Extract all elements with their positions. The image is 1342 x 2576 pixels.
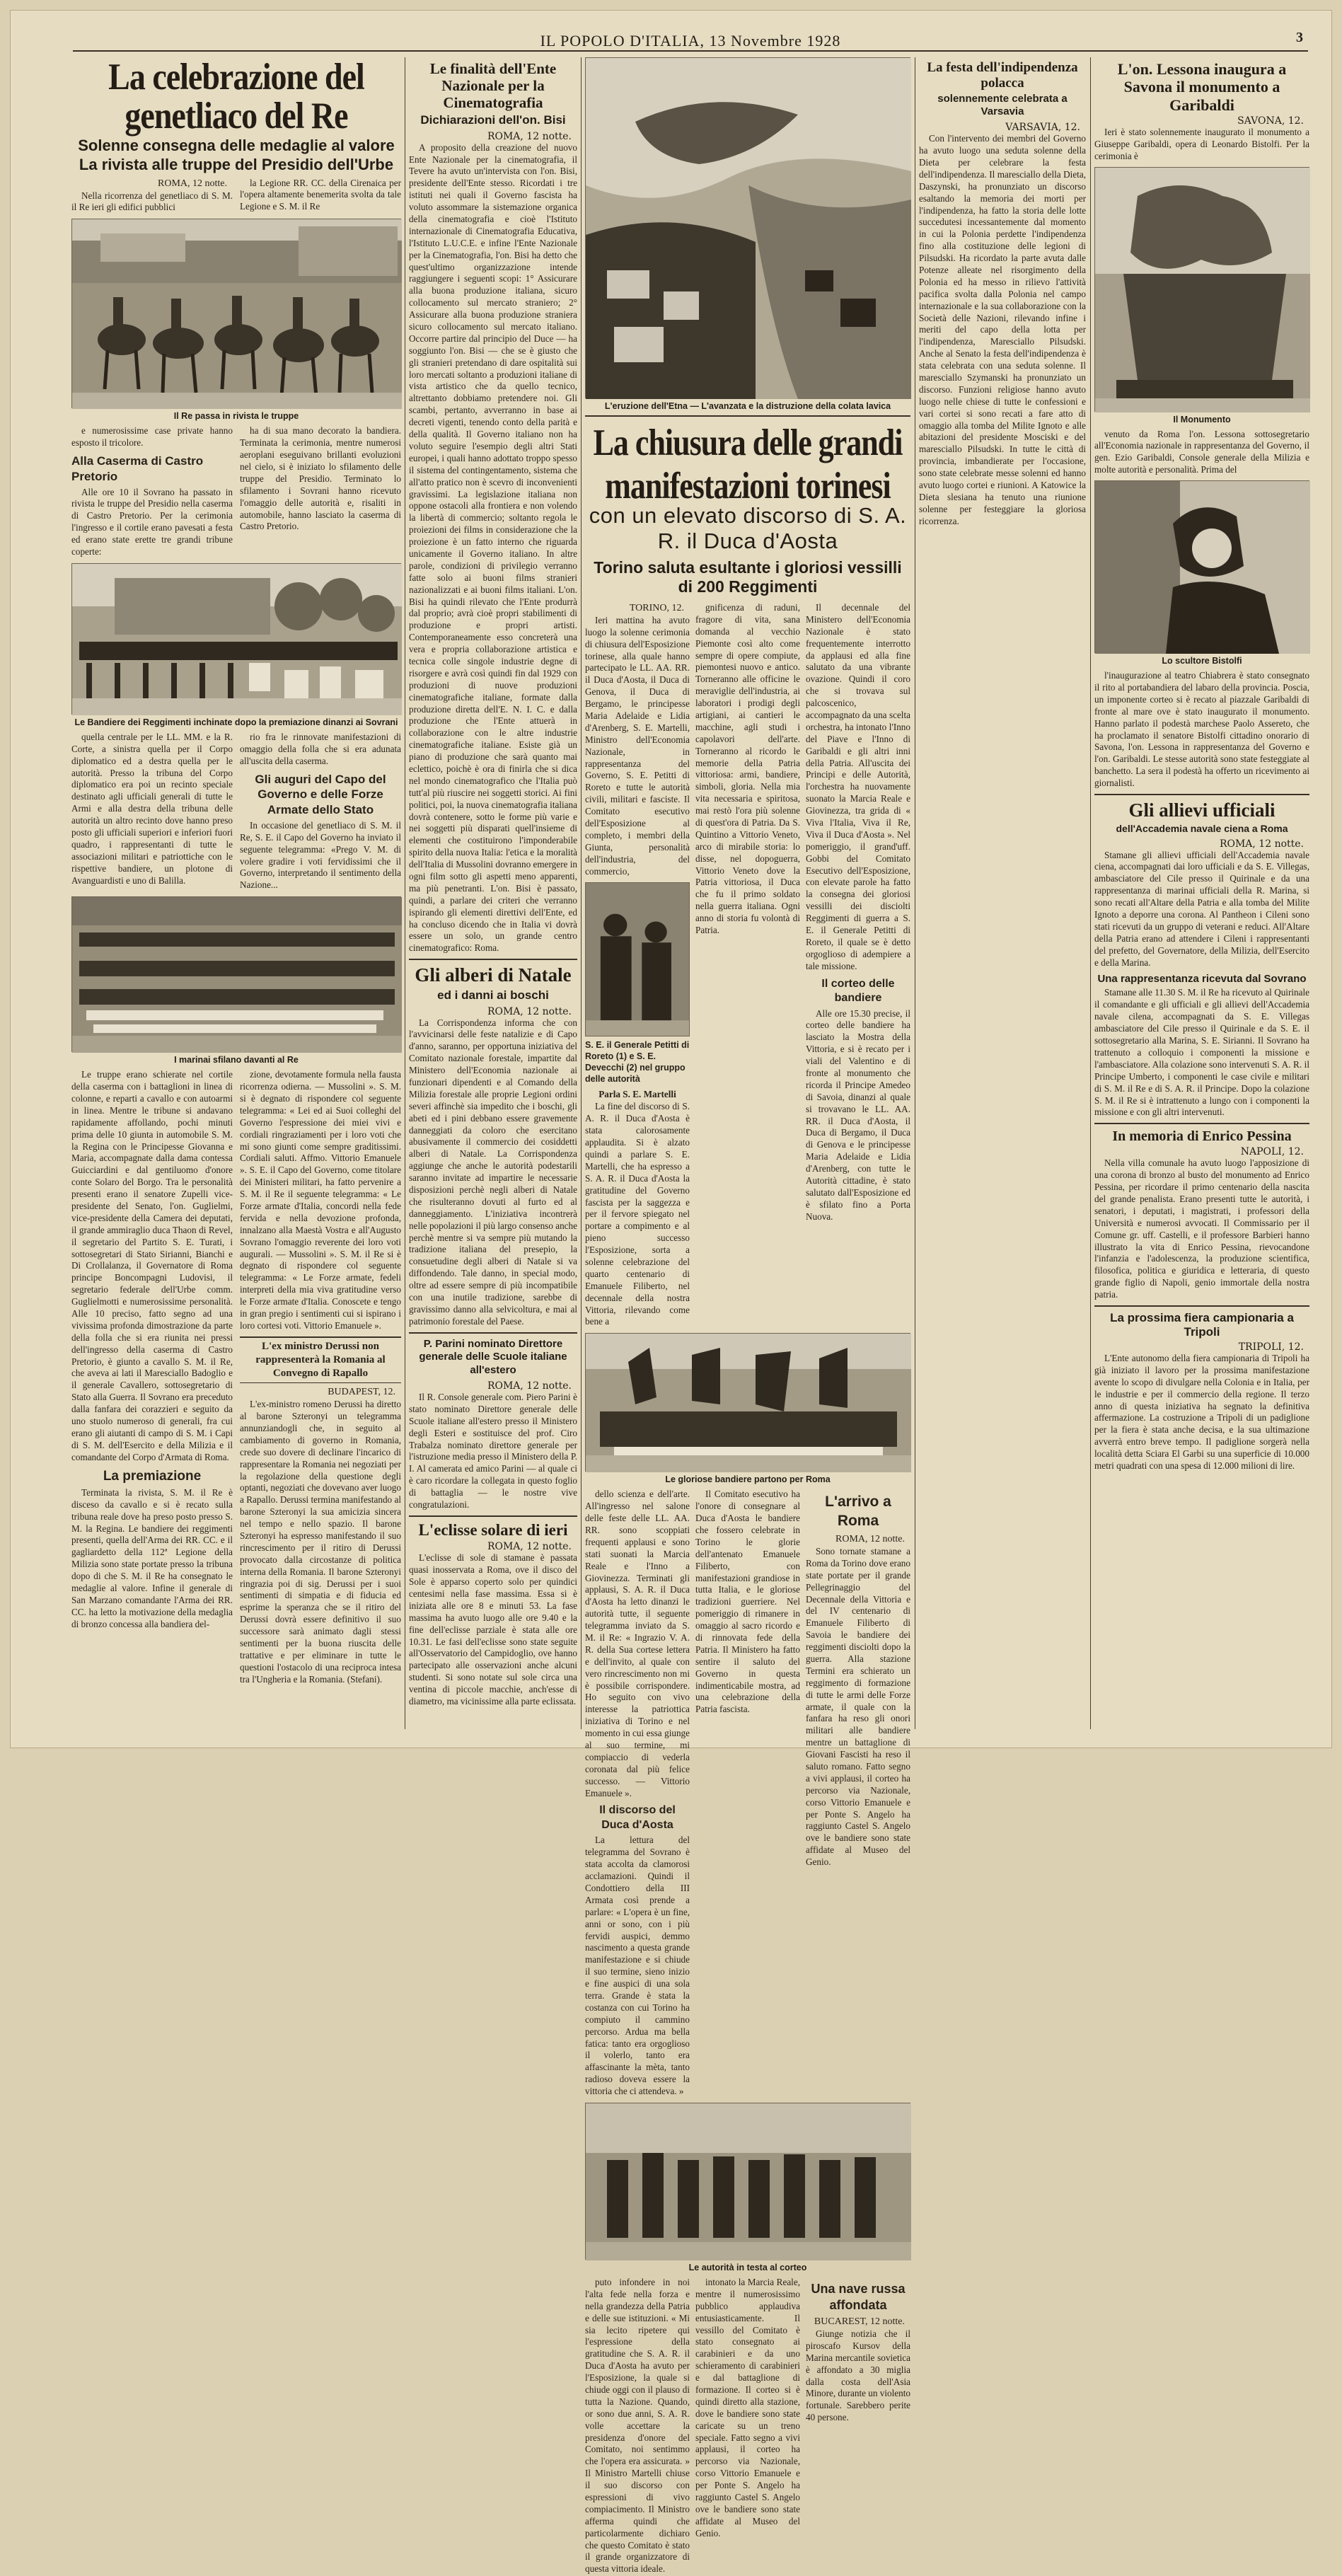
article-body bbox=[71, 425, 401, 559]
paragraph: Giunge notizia che il piroscafo Kursov della Marina mercantile sovietica è affondato a 30 miglia dalla costa dell'Asia Minore, durante un violento fortunale. Sarebbero perite 40 persone. bbox=[806, 2328, 910, 2423]
divider bbox=[1094, 1305, 1309, 1307]
paragraph: Nella ricorrenza del genetliaco di S. M. il Re ieri gli edifici pubblici bbox=[71, 190, 233, 213]
article-body bbox=[409, 142, 577, 955]
photo-etna-eruption bbox=[585, 57, 910, 398]
photo-caption: Le autorità in testa al corteo bbox=[688, 2263, 807, 2272]
paragraph: l'inaugurazione al teatro Chiabrera è stato consegnato il rito al portabandiera del labaro della provincia. Poscia, un imponente corteo si è recato al piazzale Garibaldi di fronte al mare ove è stato inaugurato il monumento. Hanno parlato il podestà marchese Paolo Assereto, che ha proclamato il senatore Bistolfi cittadino onorario di Savona, l'on. Lessona in rappresentanza del Governo e l'on. Garibaldi. Le stesse autorità sono state festeggiate al banchetto. La sera il podestà ha offerto un ricevimento ai giornalisti. bbox=[1094, 670, 1309, 789]
paragraph: Parla S. E. Martelli bbox=[598, 1088, 676, 1099]
article-body bbox=[409, 1392, 577, 1511]
subheadline: ed i danni ai boschi bbox=[437, 988, 549, 1003]
photo-flags-bowed bbox=[71, 563, 401, 715]
paragraph: ha di sua mano decorato la bandiera. Terminata la cerimonia, mentre numerosi aeroplani eseguivano brillanti evoluzioni nel cielo, si è iniziato lo sfilamento delle truppe del Presidio. Terminato lo sfilamento i Sovrani hanno ricevuto l'omaggio delle autorità e, risaliti in automobile, hanno lasciato la caserma di Castro Pretorio. bbox=[240, 425, 401, 532]
paragraph: puto infondere in noi l'alta fede nella forza e nella grandezza della Patria e delle sue istituzioni. « Mi sia lecito ripetere qui l'espressione della gratitudine che S. A. R. il Duca d'Aosta ha avuto per l'Esposizione, la quale si chiude oggi con il plauso di tutta la Nazione. Quando, or sono due anni, S. A. R. volle accettare la presidenza d'onore del Comitato, noi sentimmo che l'opera era assicurata. » Il Ministro Martelli chiuse il suo discorso con espressioni di vivo compiacimento. Il Ministro afferma quindi che particolarmente dichiaro che questo Comitato è stato il grande organizzatore di questa vittoria ideale. bbox=[585, 2277, 690, 2575]
paragraph: Ieri mattina ha avuto luogo la solenne cerimonia di chiusura dell'Esposizione torinese, alla quale hanno partecipato le LL. AA. RR. il Duca d'Aosta, il Duca di Genova, il Duca di Bergamo, le principesse Maria Adelaide e Lidia d'Arenberg, S. E. Martelli, Ministro dell'Economia Nazionale, in rappresentanza del Governo, S. E. Petitti di Roreto e tutte le autorità civili, militari e fasciste. Il Comitato esecutivo dell'Esposizione al completo, i membri della Giunta, personalità dell'industria, del commercio, bbox=[585, 614, 690, 877]
dateline: TORINO, 12. bbox=[629, 603, 684, 613]
paragraph: zione, devotamente formula nella fausta ricorrenza odierna. — Mussolini ». S. M. si è degnato di rispondere col seguente telegramma: « Lei ed ai Suoi colleghi del Governo l'espressione dei miei vivi e cordiali ringraziamenti per i loro voti che mi sono giunti come sempre graditissimi. Cordiali saluti. Affmo. Vittorio Emanuele ». S. E. il Capo del Governo, come titolare dei Ministeri militari, ha fatto pervenire a S. M. il Re il seguente telegramma: « Le Forze armate d'Italia, concordi nella fede fervida e nella devozione profonda, innalzano alla Maestà Vostra e all'Augusto Sovrano l'omaggio reverente dei loro voti augurali. — Mussolini ». S. M. il Re si è degnato di rispondere col seguente telegramma: « Le Forze armate, fedeli interpreti della mia viva gratitudine verso le Forze armate d'Italia. Conoscete e tengo in gran pregio i sentimenti cui si ispirano i loro cortesi voti. Vittorio Emanuele ». bbox=[240, 1069, 401, 1331]
paragraph: La lettura del telegramma del Sovrano è stata accolta da clamorosi acclamazioni. Quindi il Condottiero della III Armata così prende a parlare: « L'opera è un fine, anni or sono, con i più fervidi auspici, demmo nascimento a questa grande manifestazione e si chiude il suo termine, sieno inizio e fine auspici di una sola terra. Grande è stata la costanza con cui Torino ha compiuto il cammino percorso. Ardua ma bella fatica: tanto era orgoglioso il volerlo, tanto era affascinante la mèta, tanto radioso doveva essere la vittoria che ci attendeva. » bbox=[585, 1835, 690, 2097]
photo-authorities bbox=[585, 2103, 910, 2260]
article-body bbox=[1094, 429, 1309, 477]
dateline: ROMA, 12 notte. bbox=[487, 130, 572, 142]
paragraph: Alle ore 10 il Sovrano ha passato in rivista le truppe del Presidio nella caserma di Castro Pretorio. Per la cerimonia l'ingresso e il cortile erano pavesati a festa ed erano state erette tre grandi tribune coperte: bbox=[71, 486, 233, 558]
article-body bbox=[585, 602, 910, 1329]
paragraph: venuto da Roma l'on. Lessona sottosegretario all'Economia nazionale in rappresentanza del Governo, il gen. Ezio Garibaldi, Console generale della Milizia e molte autorità e personalità. Prima del bbox=[1094, 428, 1309, 475]
paragraph: L'eclisse di sole di stamane è passata quasi inosservata a Roma, ove il disco del Sole è apparso coperto solo per quindici centesimi nella fase massima. Essa si è iniziata alle ore 8 e minuti 53. La fase massima ha avuto luogo alle ore 9.40 e la fine dell'eclisse parziale è stata alle ore 10.31. Le fasi dell'eclisse sono state seguite all'Osservatorio del Campidoglio, ove hanno partecipato alle osservazioni anche alcuni studenti. Si sono notate sul sole circa una ventina di piccole macchie, anch'esse di diametro, ma vicinissime alla parte eclissata. bbox=[409, 1552, 577, 1706]
article-body bbox=[409, 1017, 577, 1328]
photo-caption: Il Re passa in rivista le truppe bbox=[173, 411, 299, 422]
paragraph: Stamane alle 11.30 S. M. il Re ha ricevuto al Quirinale il comandante e gli ufficiali e gli allievi dell'Accademia navale cilena, accompagnati da S. E. Villegas ambasciatore del Cile presso il Quirinale e da S. E. il sottosegretario alla Marina, S. E. Sirianni. Il Sovrano ha trattenuto a colloquio i componenti la missione e l'ambasciatore. Alla colazione sono intervenuti S. A. R. il Principe Umberto, i componenti le case civile e militari di S. M. il Re e di S. A. R. il Principe. Dopo la colazione S. M. il Re si è intrattenuto a lungo con i componenti la missione e con gli altri intervenuti. bbox=[1094, 987, 1309, 1118]
newspaper-page bbox=[10, 10, 1332, 2575]
headline-poland: La festa dell'indipendenza polacca bbox=[927, 60, 1078, 91]
dateline: SAVONA, 12. bbox=[1237, 115, 1304, 127]
subheadline: con un elevato discorso di S. A. R. il Duca d'Aosta bbox=[589, 503, 907, 553]
photo-flags-march bbox=[585, 1333, 910, 1472]
headline-parini: P. Parini nominato Direttore generale delle Scuole italiane all'estero bbox=[419, 1337, 567, 1377]
paragraph: Terminata la rivista, S. M. il Re è disceso da cavallo e si è recato sulla tribuna reale dove ha preso posto presso S. M. la Regina. Le bandiere dei reggimenti presenti, quella dell'Arma dei RR. CC. e il gagliardetto della 112ª Legione della Milizia sono state portate presso la tribuna dopo di che S. M. il Re ha consegnato le medaglie al valore. Infine il generale di San Marzano comandante l'Arma dei RR. CC. ha letto la motivazione della medaglia di bronzo concessa alla bandiera del- bbox=[71, 1486, 233, 1629]
article-body bbox=[1094, 670, 1309, 790]
paragraph: In occasione del genetliaco di S. M. il Re, S. E. il Capo del Governo ha inviato il seguente telegramma: «Prego V. M. di volere gradire i voti fervidissimi che il Governo, interpretando il sentimento della Nazione... bbox=[240, 819, 401, 891]
article-body bbox=[1094, 850, 1309, 969]
divider bbox=[585, 415, 910, 417]
dateline: BUCAREST, 12 notte. bbox=[814, 2316, 905, 2328]
photo-monument bbox=[1094, 167, 1309, 412]
divider bbox=[409, 1515, 577, 1517]
section-heading: La premiazione bbox=[103, 1468, 202, 1484]
column-poland bbox=[919, 57, 1086, 526]
dateline: ROMA, 12 notte. bbox=[158, 178, 227, 189]
column-savona bbox=[1094, 57, 1309, 1729]
paragraph: la Legione RR. CC. della Cirenaica per l'opera altamente benemerita svolta da tale Legione e S. M. il Re bbox=[240, 177, 401, 212]
paragraph: Alle ore 15.30 precise, il corteo delle bandiere ha lasciato la Mostra della Vittoria, e si è recato per i viali del Valentino e di fronte al monumento che ricorda il Principe Amedeo di Savoia, dinanzi al quale si trovavano le LL. AA. RR. il Duca d'Aosta, il Duca di Bergamo, il Duca di Genova e le principesse Maria Adelaide e Lidia d'Arenberg, con tutte le Autorità cittadine, è stato salutato dall'Esposizione ed è sfilato fino a Porta Nuova. bbox=[806, 1007, 910, 1222]
divider bbox=[1094, 1123, 1309, 1124]
paragraph: Le truppe erano schierate nel cortile della caserma con i battaglioni in linea di colonne, e reparti a cavallo e con autoarmi in linea. Mentre le tribune si andavano rapidamente affollando, pochi minuti prima delle 10 giunta in automobile S. M. la Regina con le Principesse Giovanna e Maria, accompagnate dalla dama contessa Guicciardini e dal gentiluomo d'onore conte Solaro del Borgo. Tra le personalità presenti erano il senatore Zupelli vice-presidente del Senato, l'on. Guglielmi, vice-presidente della Camera dei deputati, il grande ammiraglio duca Thaon di Revel, il segretario del Partito S. E. Turati, i sottosegretari di Stato Sirianni, Bianchi e Di Crollalanza, il Governatore di Roma principe Boncompagni Ludovisi, il segretario federale dell'Urbe comm. Guglielmotti e numerosissime personalità. Alle 10 preciso, fatto segno ad una vivissima profonda dimostrazione da parte della folla che si era riunita nei pressi dell'ingresso della caserma di Castro Pretorio, è giunto a cavallo S. M. il Re, che aveva ai lati il Maresciallo Badoglio e il generale Cavallero, sottosegretario di Stato alla Guerra. Il Sovrano era preceduto dalla fanfara dei corazzieri e seguito da uno stuolo numeroso di generali, fra cui erano gli aiutanti di campo di S. M. i Capi di S. M. dell'Esercito e della Milizia e il comandante del Corpo d'Armata di Roma. bbox=[71, 1069, 233, 1462]
article-body bbox=[919, 133, 1086, 527]
paragraph: gnificenza di raduni, fragore di vita, sana domanda al vecchio Piemonte così alto come sempre di opere compiute, piemontesi nuovo e antico. Torneranno alle officine le meraviglie dell'industria, ai laboratori i prodigi degli artigiani, ai cantieri le macchine, agli studi i capolavori dell'arte. Torneranno al ricordo le memorie della Patria vittoriosa: armi, bandiere, simboli, gloria. Nella mia vita necessaria e spiritosa, mai restò l'ora più solenne di quest'ora di Patria. Da S. Quintino a Vittorio Veneto, arco di mirabile storia: lo disse, nel dopoguerra, Vittorio Veneto dove la Patria vittoriosa, il Duca che fu il primo soldato nella guerra italiana. Ogni anno di storia fu volontà di Patria. bbox=[695, 602, 800, 936]
article-body bbox=[71, 732, 401, 892]
paragraph: Con l'intervento dei membri del Governo ha avuto luogo una seduta solenne della Dieta per celebrare la festa dell'indipendenza. Il maresciallo della Dieta, Daszynski, ha pronunziato un discorso esaltando la memoria dei morti per l'indipendenza, ha fatto la storia delle lotte succedutesi incessantemente dal momento in cui la Polonia perdette l'indipendenza fino alla costituzione delle legioni di Pilsudski. Ha ricordato la parte avuta dalle Potenze alleate nel risorgimento della Polonia ed ha messo in rilievo l'attività pacifica svolta dalla Polonia nel campo internazionale e la sua collaborazione con la Società delle Nazioni, rilevando infine i meriti del capo della lotta per l'indipendenza, Maresciallo Pilsudski. Anche al Senato la festa dell'indipendenza è stata celebrata con una seduta solenne. Il maresciallo Szymanski ha pronunziato un discorso. Funzioni religiose hanno avuto luogo nelle chiese di tutte le confessioni e vari cortei si sono recati a fare atto di omaggio alla tomba del Milite Ignoto e alle abitazioni del presidente Mosciski e del maresciallo Pilsudski. In tutte le città di provincia, imbandierate per l'occasione, sono state celebrate messe solenni ed hanno avuto luogo cortei e riunioni. A Katowice la Dieta slesiana ha tenuto una riunione solenne per festeggiare la gloriosa ricorrenza. bbox=[919, 133, 1086, 526]
paragraph: Ieri è stato solennemente inaugurato il monumento a Giuseppe Garibaldi, opera di Leonardo Bistolfi. Per la cerimonia è bbox=[1094, 126, 1309, 161]
photo-sailors-parade bbox=[71, 896, 401, 1052]
paragraph: L'ex-ministro romeno Derussi ha diretto al barone Szteronyi un telegramma annunziandogli che, in seguito al cambiamento di governo in Romania, crede suo dovere di declinare l'incarico di rappresentare la Romania nei negoziati per la regolazione della questione degli optanti, negoziati che dovevano aver luogo a Rapallo. Derussi termina manifestando al barone Szteronyi la sua amicizia sincera nel tempo e nello spazio. Il barone Szteronyi ha espresso manifestando il suo rincrescimento per il ritiro di Derussi provocato dalla circostanze di politica interna della Romania. Il barone Szteronyi ringrazia poi di sig. Derussi per i suoi sentimenti di simpatia e di fiducia ed esprime la speranza che se il ritiro del Derussi dovrà essere definitivo il suo successore sarà animato dagli stessi sentimenti per la buona riuscita delle trattative e per eliminare in tutte le questioni l'ostacolo di una reciproca intesa tra l'Ungheria e la Romania. (Stefani). bbox=[240, 1399, 401, 1685]
section-heading: Una nave russa affondata bbox=[811, 2282, 906, 2313]
article-body bbox=[1094, 987, 1309, 1119]
article-body bbox=[585, 2277, 910, 2576]
subheadline: Solenne consegna delle medaglie al valore bbox=[78, 136, 395, 154]
photo-caption: I marinai sfilano davanti al Re bbox=[174, 1055, 299, 1065]
divider bbox=[409, 959, 577, 960]
paragraph: intonato la Marcia Reale, mentre il numerosissimo pubblico applaudiva entusiasticamente. Il vessillo del Comitato è stato consegnato ai carabinieri e da uno schieramento di carabinieri e dal battaglione di formazione. Il corteo si è quindi diretto alla stazione, dove le bandiere sono state caricate su un treno speciale. Fatto segno a vivi applausi, il corteo ha percorso via Nazionale, corso Vittorio Emanuele e per Ponte S. Angelo ha raggiunto Castel S. Angelo ove le bandiere sono state affidate al Museo del Genio. bbox=[695, 2277, 800, 2539]
paragraph: Il decennale del Ministero dell'Economia Nazionale è stato frequentemente interrotto da applausi ed alla fine salutato da una vibrante ovazione. Quindi il coro che si trovava sul palcoscenico, accompagnato da una scelta orchestra, ha intonato l'Inno del Piave e l'Inno di Garibaldi e gli altri inni della Patria. All'uscita dei Principi e delle Autorità, l'orchestra ha nuovamente suonato la Marcia Reale e Giovinezza, tra grida di « Viva l'Italia, Viva il Re, Viva il Duca d'Aosta ». Nel pomeriggio, il grand'uff. Gobbi del Comitato Esecutivo dell'Esposizione, con elevate parole ha fatto la consegna dei gloriosi vessilli dei disciolti Reggimenti di guerra a S. E. il Generale Petitti di Roreto, il quale se è detto orgoglioso di adempiere a tale missione. bbox=[806, 602, 910, 971]
column-rule bbox=[581, 57, 582, 1729]
divider bbox=[409, 1332, 577, 1334]
dateline: NAPOLI, 12. bbox=[1240, 1146, 1304, 1158]
divider bbox=[1094, 794, 1309, 795]
headline-allievi: Gli allievi ufficiali bbox=[1128, 799, 1276, 821]
dateline: ROMA, 12 notte. bbox=[487, 1380, 572, 1392]
dateline: TRIPOLI, 12. bbox=[1238, 1341, 1304, 1353]
page-folio bbox=[73, 26, 1308, 52]
paragraph: L'Ente autonomo della fiera campionaria di Tripoli ha già iniziato il lavoro per la prossima manifestazione avente lo scopo di divulgare nella Colonia e in Italia, per le industrie e per il commercio della regione. Il terzo anno di questa iniziativa ha segnato la definitiva affermazione. La costruzione a Tripoli di un padiglione per la fiera è stata anche decisa, e la sua ultimazione avverrà entro breve tempo. Il padiglione sorgerà nella località detta Sciara El Garbi su una superficie di 10.000 metri quadrati con una spesa di 12.000 milioni di lire. bbox=[1094, 1352, 1309, 1471]
paragraph: Il R. Console generale com. Piero Parini è stato nominato Direttore generale delle Scuole italiane all'estero presso il Ministero degli Esteri e sostituisce del prof. Ciro Trabalza nominato direttore generale per l'istruzione media presso il Ministero della P. I. Al camerata ed amico Parini — al quale ci è caro ricordare la collegata in questo foglio di battaglia — le nostre vive congratulazioni. bbox=[409, 1391, 577, 1510]
section-heading: Alla Caserma di Castro Pretorio bbox=[71, 454, 204, 483]
dateline: ROMA, 12 notte. bbox=[835, 1534, 905, 1545]
article-body bbox=[585, 1489, 910, 2098]
paragraph: Stamane gli allievi ufficiali dell'Accademia navale ciena, accompagnati dai loro ufficiali e da S. E. Villegas, ambasciatore del Cile presso il Quirinale e da una rappresentanza di marinai ufficiali della R. Marina, si sono recati all'Altare della Patria e alla tomba del Milite Ignoto a deporre una corona. Al Pantheon i Cileni sono stati ricevuti da un gruppo di veterani e reduci. All'Altare della Patria erano ad attendere i Cileni i rappresentanti del prefetto, del Governatore, della Milizia, dell'Esercito e della Marina. bbox=[1094, 849, 1309, 968]
photo-caption: L'eruzione dell'Etna — L'avanzata e la distruzione della colata lavica bbox=[604, 401, 891, 411]
article-body bbox=[409, 1552, 577, 1708]
headline-savona: L'on. Lessona inaugura a Savona il monumento a Garibaldi bbox=[1117, 60, 1287, 114]
section-heading: L'arrivo a Roma bbox=[825, 1494, 891, 1530]
paragraph: quella centrale per le LL. MM. e la R. Corte, a sinistra quella per il Corpo diplomatico ed a destra quella per le autorità. Presso la tribuna del Corpo diplomatico era poi un recinto speciale destinato agli ufficiali generali di tutte le Armi e alla destra della tribuna delle autorità un altro recinto dove hanno preso posto gli ufficiali superiori e inferiori fuori quadro, i rappresentanti di tutte le associazioni militari e patriottiche con le rispettive bandiere, un plotone di Avanguardisti e uno di Balilla. bbox=[71, 731, 233, 886]
subheadline: dell'Accademia navale ciena a Roma bbox=[1116, 823, 1288, 835]
subheadline: Dichiarazioni dell'on. Bisi bbox=[420, 113, 566, 127]
subheadline: Torino saluta esultante i gloriosi vessilli di 200 Reggimenti bbox=[594, 558, 902, 596]
paragraph: Nella villa comunale ha avuto luogo l'apposizione di una corona di bronzo al busto del monumento ad Enrico Pessina, per ricordare il primo centenario della nascita del grande penalista. Erano presenti tutte le autorità, i senatori, i deputati, i magistrati, i professori della Università e numerosi avvocati. Il Commissario per il Comune gr. uff. Castelli, e il professore Barbieri hanno illustrato la vita di Enrico Pessina, rievocandone l'infanzia e l'adolescenza, la produzione scientifica, filosofica, politica e giuridica e letteraria, di questo grande figlio di Napoli, genio immortale della nostra patria. bbox=[1094, 1157, 1309, 1300]
photo-caption: Le gloriose bandiere partono per Roma bbox=[665, 1474, 831, 1485]
column-turin bbox=[585, 57, 910, 2575]
article-body bbox=[71, 178, 401, 215]
column-royal-birthday bbox=[71, 57, 401, 1729]
photo-caption: S. E. il Generale Petitti di Roreto (1) e S. E. Devecchi (2) nel gruppo delle autorità bbox=[585, 1039, 690, 1084]
paragraph: Sono tornate stamane a Roma da Torino dove erano state portate per il grande Pellegrinaggio del Decennale della Vittoria e del IV centenario di Emanuele Filiberto di Savoia le bandiere dei reggimenti disciolti dopo la guerra. Alla stazione Termini era schierato un reggimento di formazione di tutte le armi delle Forze armate, il quale con la fanfara ha reso gli onori militari alle bandiere mentre un battaglione di Giovani Fascisti ha reso il saluto romano. Fatto segno a vivi applausi, il corteo ha percorso via Nazionale, corso Vittorio Emanuele e per Ponte S. Angelo ha raggiunto Castel S. Angelo ove le bandiere sono state affidate al Museo del Genio. bbox=[806, 1545, 910, 1868]
photo-caption: Il Monumento bbox=[1173, 414, 1231, 424]
headline-natale: Gli alberi di Natale bbox=[415, 964, 572, 986]
subheadline: solennemente celebrata a Varsavia bbox=[937, 92, 1068, 118]
paragraph: La Corrispondenza informa che con l'avvicinarsi delle feste natalizie e di Capo d'anno, saranno, per opportuna iniziativa del Comitato nazionale forestale, impartite dal Ministero dell'Economia nazionale ai funzionari dipendenti e al Comando della Milizia forestale alle proprie Legioni ordini severi affinchè sia impedito che i boschi, gli abeti ed i pini debbano essere gravemente danneggiati da coloro che esercitano abusivamente il commercio dei cosiddetti alberi di Natale. La Corrispondenza aggiunge che anche le autorità podestarili saranno invitate ad impartire le necessarie disposizioni perchè negli alberi di Natale che risulteranno dovuti al furto ed al danneggiamento. L'iniziativa incontrerà nelle popolazioni il più largo consenso anche perchè mentre si va sempre più mutando la tradizione italiana del presepio, la consuetudine degli alberi di Natale si va diffondendo. Tale danno, in special modo, oltre ad essere sempre di più incompatibile con una inutile tradizione, sarebbe di gravissimo danno alla selvicoltura, e mai al patrimonio forestale del Paese. bbox=[409, 1017, 577, 1327]
headline-fiera: La prossima fiera campionaria a Tripoli bbox=[1110, 1310, 1294, 1339]
headline-pessina: In memoria di Enrico Pessina bbox=[1112, 1128, 1292, 1145]
section-heading: Il corteo delle bandiere bbox=[821, 977, 895, 1005]
paragraph: e numerosissime case private hanno esposto il tricolore. bbox=[71, 425, 233, 449]
dateline: BUDAPEST, 12. bbox=[328, 1387, 395, 1398]
article-body bbox=[1094, 1353, 1309, 1472]
subheadline: La rivista alle truppe del Presidio dell'Urbe bbox=[79, 156, 394, 174]
photo-petitti bbox=[585, 882, 690, 1036]
dateline: ROMA, 12 notte. bbox=[1219, 838, 1304, 850]
section-heading: Il discorso del Duca d'Aosta bbox=[599, 1804, 676, 1831]
column-rule bbox=[1090, 57, 1091, 1729]
article-body bbox=[71, 1069, 401, 1686]
page-number: 3 bbox=[1296, 30, 1304, 45]
section-heading: L'ex ministro Derussi non rappresenterà la Romania al Convegno di Rapallo bbox=[240, 1336, 401, 1384]
paragraph: La fine del discorso di S. A. R. il Duca d'Aosta è stata calorosamente applaudita. Si è alzato quindi a parlare S. E. Martelli, che ha espresso a S. A. R. il Duca d'Aosta la gratitudine del Governo fascista per la saggezza e per il fervore spiegato nel portare a compimento e al pieno successo l'Esposizione, sorta a solenne celebrazione del quarto centenario di Emanuele Filiberto, nel decennale della nostra Vittoria, rilevando come bene a bbox=[585, 1101, 690, 1327]
photo-bistolfi bbox=[1094, 480, 1309, 653]
photo-caption: Lo scultore Bistolfi bbox=[1162, 656, 1242, 666]
column-cinema bbox=[409, 57, 577, 1729]
headline-eclisse: L'eclisse solare di ieri bbox=[418, 1520, 568, 1539]
headline-cinema: Le finalità dell'Ente Nazionale per la Cinematografia bbox=[429, 60, 557, 112]
paragraph: dello scienza e dell'arte. All'ingresso nel salone delle feste delle LL. AA. RR. sono scoppiati frequenti applausi e sono stati suonati la Marcia Reale e l'Inno a Giovinezza. Terminati gli applausi, S. A. R. il Duca d'Aosta ha letto dinanzi le autorità tutte, il seguente telegramma inviato da S. M. il Re: « Ingrazio V. A. R. della Sua cortese lettera e dell'invito, al quale con vero rincrescimento non mi è possibile corrispondere. Ho seguito con vivo interesse la patriottica iniziativa di Torino e nel momento in cui essa giunge al suo termine, mi compiaccio di vederla coronata dal più felice successo. — Vittorio Emanuele ». bbox=[585, 1489, 690, 1798]
paragraph: rio fra le rinnovate manifestazioni di omaggio della folla che si era adunata all'uscita della caserma. bbox=[240, 731, 401, 766]
headline-genetliaco: La celebrazione del genetliaco del Re bbox=[108, 55, 364, 137]
photo-caption: Le Bandiere dei Reggimenti inchinate dopo la premiazione dinanzi ai Sovrani bbox=[74, 717, 398, 727]
dateline: ROMA, 12 notte. bbox=[487, 1541, 572, 1553]
dateline: ROMA, 12 notte. bbox=[487, 1005, 572, 1017]
paragraph: Il Comitato esecutivo ha l'onore di consegnare al Duca d'Aosta le bandiere che fossero celebrate in Torino le glorie dell'antenato Emanuele Filiberto, con manifestazioni grandiose in tutta Italia, e le gloriose tradizioni guerriere. Nel pomeriggio di rimanere in omaggio al sacro ricordo e di rinnovata fede della Patria. Il Ministero ha fatto sentire il saluto del Governo in questa indimenticabile mostra, ad una celebrazione della Patria fascista. bbox=[695, 1489, 800, 1715]
section-heading: Una rappresentanza ricevuta dal Sovrano bbox=[1097, 973, 1307, 986]
headline-turin: La chiusura delle grandi manifestazioni torinesi bbox=[593, 422, 903, 507]
masthead: IL POPOLO D'ITALIA, 13 Novembre 1928 bbox=[540, 32, 841, 50]
paragraph: A proposito della creazione del nuovo Ente Nazionale per la cinematografia, il Tevere ha avuto un'intervista con l'on. Bisi, presidente dell'Ente stesso. Ricordati i tre istituti nei quali il Governo fascista ha voluto assommare la sistemazione organica della cinematografia e cioè l'Istituto internazionale di Cinematografia Educativa, l'Istituto L.U.C.E. e infine l'Ente Nazionale per la Cinematografia, l'on. Bisi ha detto che quest'ultimo organizzazione intende raggiungere i seguenti scopi: 1° Assicurare alla buona produzione italiana, sicuro collocamento sul mercato straniero; 2° Assicurare alla buona produzione straniera sicuro collocamento sul mercato italiano. Occorre partire dal principio del Duce — ha soggiunto l'on. Bisi — che se è giusto che gli stranieri pretendano di dare ospitalità sui loro mercati soltanto a produzioni italiane di vista artistico che da quello tecnico, altrettanto dobbiamo pretendere noi. Gli scambi, pertanto, avverranno in base ai decreti vigenti, tenendo conto della parità e della qualità. Il Governo italiano non ha voluto seguire l'esempio degli altri Stati europei, i quali hanno adottato troppo spesso il sistema del contingentamento, sistema che all'atto pratico non è scevro di inconvenienti gravissimi. La legislazione italiana non oppone ostacoli alla frontiera e non volendo la libertà di commercio; soltanto regola le proiezioni dei films in considerazione che la proiezione è un fatto interno che riguarda unicamente il Governo italiano. In altre parole, condizioni di privilegio verranno fatte solo ai buoni films stranieri nazionalizzati e ai buoni films italiani. L'on. Bisi ha quindi rilevato che l'Ente produrrà dal proprio; avrà cioè propri stabilimenti di produzione e propri artisti. Contemporaneamente esso concreterà una vera e propria collaborazione artistica e tecnica colle singole industrie degne di risorgere e avrà così quindi fin dal 1929 con produzioni di nuove produzioni cinematografiche italiane, formate dalla produzione diretta dell'E. N. I. C. e dalla produzione che l'Ente attuerà in collaborazione con le altre industrie cinematografiche italiane. Esiste già un piano di produzione che sarà quanto mai eclettico, poichè è ora di finirla che si dica nel mondo cinematografico che l'Italia può tutt'al più riuscire nei soggetti storici. Ai fini politici, poi, la nuova cinematografia italiana dovrà contenere, sotto le forme più varie e nei soggetti più disparati quell'insieme di elementi che costituirono l'imponderabile spirito della nuova Italia: l'etica e la moralità dell'Italia di Mussolini dovranno emergere in ogni film sotto gli aspetti meno apparenti, ma più penetranti. L'on. Bisi è passato, quindi, a parlare dei criteri che verranno ispirando gli elementi direttivi dell'Ente, ed ha concluso dicendo che in Italia vi dovrà essere un solo, un grande centro cinematografico: Roma. bbox=[409, 141, 577, 954]
article-body bbox=[1094, 1157, 1309, 1301]
article-body bbox=[1094, 127, 1309, 163]
section-heading: Gli auguri del Capo del Governo e delle Forze Armate dello Stato bbox=[255, 772, 386, 817]
photo-king-review bbox=[71, 219, 401, 408]
dateline: VARSAVIA, 12. bbox=[1005, 122, 1080, 134]
